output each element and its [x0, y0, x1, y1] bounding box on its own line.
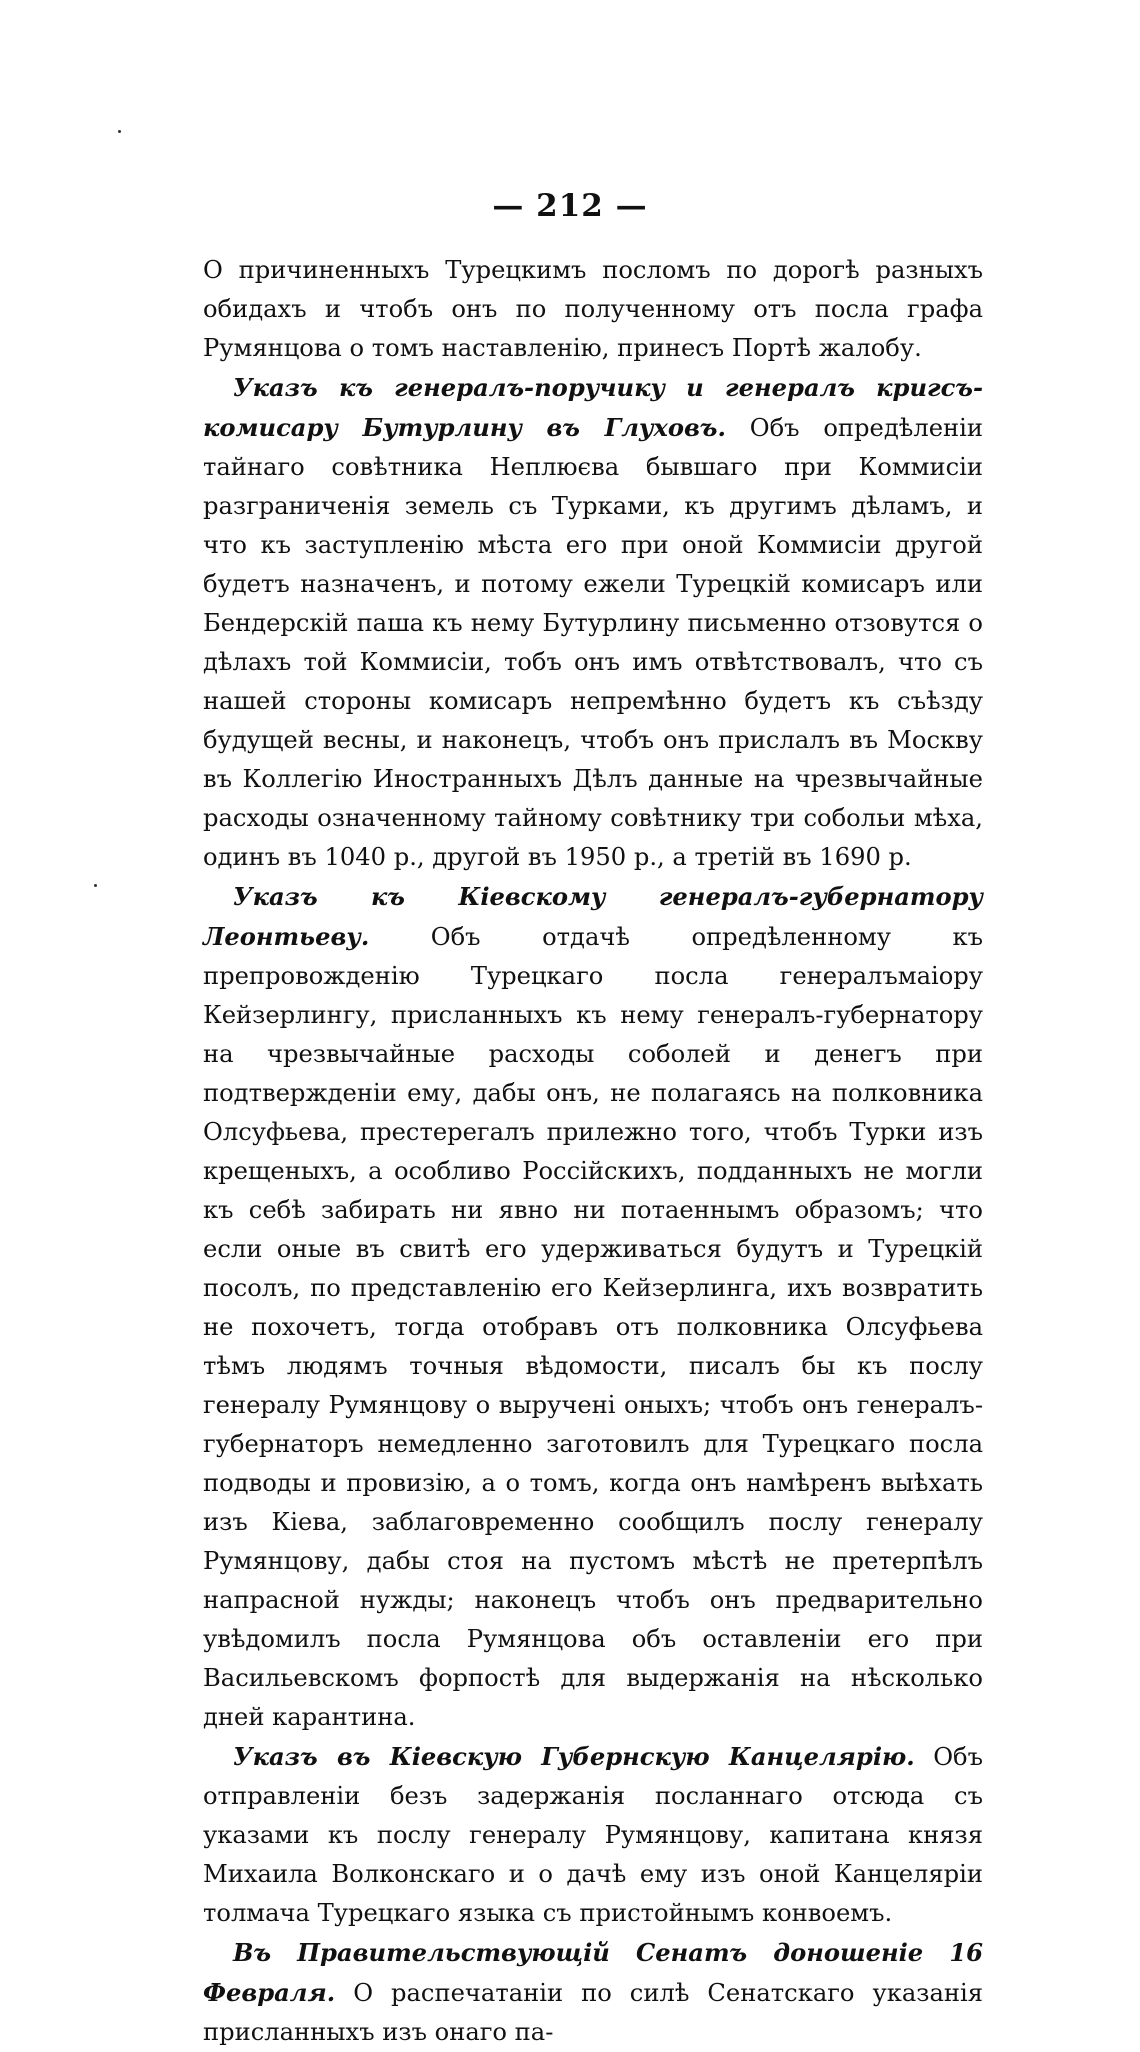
paragraph-text: О распечатаніи по силѣ Сенатскаго указанія присланныхъ изъ онаго па- — [203, 1979, 983, 2046]
paragraph-text: О причиненныхъ Турецкимъ посломъ по дорогѣ разныхъ обидахъ и чтобъ онъ по полученному отъ посла графа Румянцова о томъ наставленію, принесъ Портѣ жалобу. — [203, 256, 983, 362]
paragraph-text: Объ отправленіи безъ задержанія посланнаго отсюда съ указами къ послу генералу Румянцову, капитана князя Михаила Волконскаго и о дачѣ ему изъ оной Канцеляріи толмача Турецкаго языка съ пристойнымъ конвоемъ. — [203, 1743, 983, 1927]
paragraph-text: Объ отдачѣ опредѣленному къ препровожденію Турецкаго посла генералъмаіору Кейзерлингу, присланныхъ къ нему генералъ-губернатору на чрезвычайные расходы соболей и денегъ при подтвержденіи ему, дабы онъ, не полагаясь на полковника Олсуфьева, престерегалъ прилежно того, чтобъ Турки изъ крещеныхъ, а особливо Россійскихъ, подданныхъ не могли къ себѣ забирать ни явно ни потаеннымъ образомъ; что если оные въ свитѣ его удерживаться будутъ и Турецкій посолъ, по представленію его Кейзерлинга, ихъ возвратить не похочетъ, тогда отобравъ отъ полковника Олсуфьева тѣмъ людямъ точныя вѣдомости, писалъ бы къ послу генералу Румянцову о выручені оныхъ; чтобъ онъ генералъ-губернаторъ немедленно заготовилъ для Турецкаго посла подводы и провизію, а о томъ, когда онъ намѣренъ выѣхать изъ Кіева, заблаговременно сообщилъ послу генералу Румянцову, дабы стоя на пустомъ мѣстѣ не претерпѣлъ напрасной нужды; наконецъ чтобъ онъ предварительно увѣдомилъ посла Румянцова объ оставленіи его при Васильевскомъ форпостѣ для выдержанія на нѣсколько дней карантина. — [203, 923, 983, 1731]
scan-speck — [118, 130, 121, 133]
paragraph-2 — [203, 368, 983, 877]
scan-speck — [94, 884, 97, 887]
paragraph-5 — [203, 1933, 983, 2052]
page-body — [203, 250, 983, 2052]
page-number: — 212 — — [492, 188, 648, 224]
paragraph-4 — [203, 1737, 983, 1933]
paragraph-text: Объ опредѣленіи тайнаго совѣтника Неплюєва бывшаго при Коммисіи разграниченія земель съ Турками, къ другимъ дѣламъ, и что къ заступленію мѣста его при оной Коммисіи другой будетъ назначенъ, и потому ежели Турецкій комисаръ или Бендерскій паша къ нему Бутурлину письменно отзовутся о дѣлахъ той Коммисіи, тобъ онъ имъ отвѣтствовалъ, что съ нашей стороны комисаръ непремѣнно будетъ къ съѣзду будущей весны, и наконецъ, чтобъ онъ прислалъ въ Москву въ Коллегію Иностранныхъ Дѣлъ данные на чрезвычайные расходы означенному тайному совѣтнику три собольи мѣха, одинъ въ 1040 р., другой въ 1950 р., а третій въ 1690 р. — [203, 414, 983, 871]
paragraph-heading: Указъ къ генералъ-поручику и генералъ кригсъ-комисару Бутурлину въ Глуховъ. — [203, 373, 983, 442]
paragraph-heading: Указъ къ Кіевскому генералъ-губернатору Леонтьеву. — [203, 882, 983, 951]
paragraph-3 — [203, 877, 983, 1737]
paragraph-heading: Въ Правительствующій Сенатъ доношеніе 16 Февраля. — [203, 1938, 983, 2007]
paragraph-heading: Указъ въ Кіевскую Губернскую Канцелярію. — [233, 1742, 915, 1771]
paragraph-1 — [203, 250, 983, 368]
